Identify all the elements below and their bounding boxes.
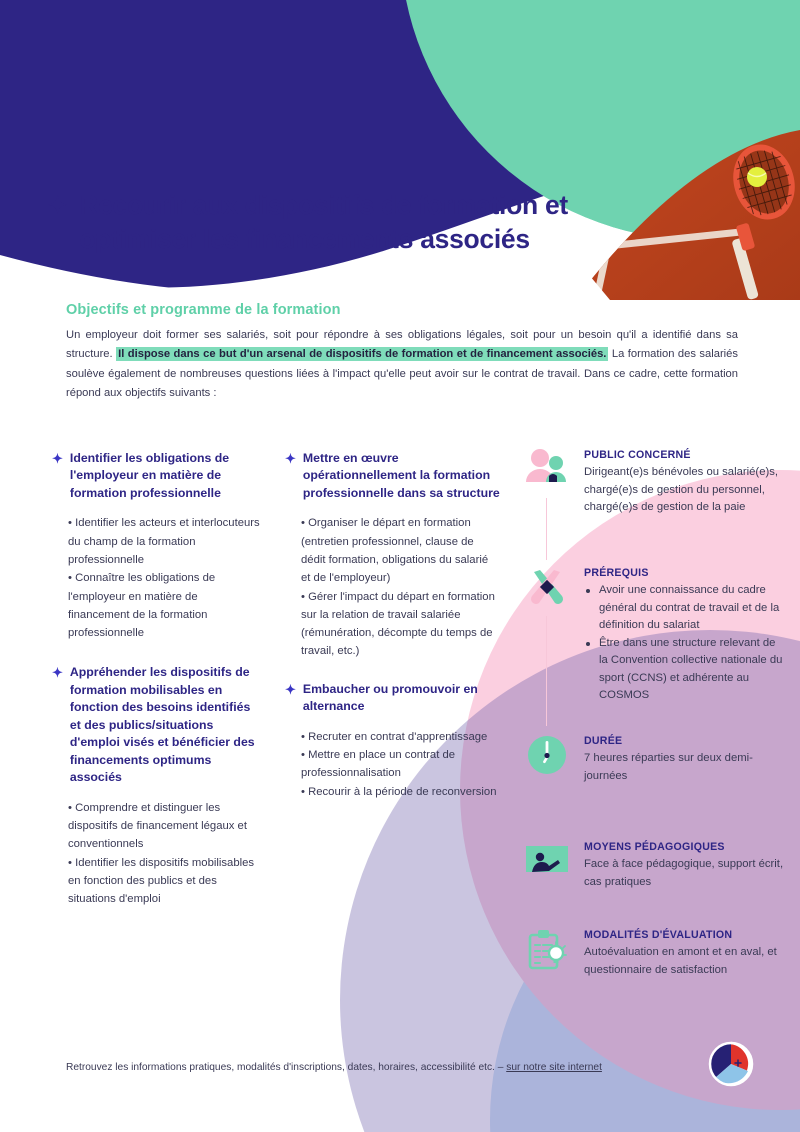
objective-item: • Recruter en contrat d'apprentissage: [301, 730, 488, 743]
objective-item: • Gérer l'impact du départ en formation sur la relation de travail salariée (rémunération, décompte du temps de travail, etc.): [301, 590, 495, 658]
objectives-column-2: [285, 450, 500, 818]
rail-text: 7 heures réparties sur deux demi-journées: [584, 752, 753, 782]
rail-bullet: Être dans une structure relevant de la Convention collective nationale du sport (CCNS) et adhérente au COSMOS: [584, 635, 784, 705]
footer-link[interactable]: sur notre site internet: [506, 1062, 602, 1073]
objective-items: [68, 799, 262, 909]
rail-bullets: [584, 582, 784, 705]
objective-item: • Organiser le départ en formation (entretien professionnel, clause de dédit formation, obligations du salarié et de l'employeur): [301, 517, 489, 585]
rail-title: DURÉE: [584, 735, 623, 747]
objective-item: • Connaître les obligations de l'employeur en matière de financement de la formation professionnelle: [68, 572, 216, 640]
intro-part2: La formation des salariés soulève également de nombreuses questions liées à l'impact qu'elle peut avoir sur le contrat de travail. Dans ce cadre, cette formation répond aux objectifs suivants :: [66, 348, 738, 399]
people-icon: [524, 446, 570, 492]
rail-title: PUBLIC CONCERNÉ: [584, 449, 691, 461]
objective-item: • Identifier les dispositifs mobilisables en fonction des publics et des situations d'emploi: [68, 856, 255, 906]
rail-item-duree: [524, 732, 784, 838]
rail-item-public: [524, 446, 784, 564]
tools-icon: [524, 564, 570, 610]
objective-block: [52, 450, 262, 642]
plus-icon: ✦: [52, 451, 63, 466]
rail-title: MOYENS PÉDAGOGIQUES: [584, 841, 725, 853]
info-rail: [524, 446, 784, 1006]
rail-text: Autoévaluation en amont et en aval, et questionnaire de satisfaction: [584, 946, 777, 976]
objective-item: • Mettre en place un contrat de professionnalisation: [301, 748, 456, 780]
page-title: Recourir aux dispositifs de formation et optimiser les financements associés: [79, 190, 568, 255]
cosmos-ball-logo: [707, 1040, 755, 1088]
plus-icon: ✦: [52, 665, 63, 681]
objective-heading: Mettre en œuvre opérationnellement la formation professionnelle dans sa structure: [302, 451, 500, 500]
objective-block: [52, 664, 262, 908]
rail-item-prerequis: [524, 564, 784, 732]
objectives-column-1: [52, 450, 262, 925]
plus-icon: ✦: [48, 192, 68, 218]
plus-icon: ✦: [285, 451, 296, 466]
objective-block: [285, 450, 500, 661]
objective-item: • Identifier les acteurs et interlocuteurs du champ de la formation professionnelle: [68, 517, 260, 566]
objective-heading: Identifier les obligations de l'employeur en matière de formation professionnelle: [69, 451, 230, 500]
intro-paragraph: [66, 326, 738, 403]
rail-title: PRÉREQUIS: [584, 567, 649, 579]
rail-title: MODALITÉS D'ÉVALUATION: [584, 929, 733, 941]
rail-text: Dirigeant(e)s bénévoles ou salarié(e)s, chargé(e)s de gestion du personnel, chargé(e)s de gestion de la paie: [584, 466, 779, 513]
rail-item-modalites: [524, 926, 784, 1006]
intro-highlight: Il dispose dans ce but d'un arsenal de dispositifs de formation et de financement associés.: [118, 348, 607, 361]
objective-item: • Recourir à la période de reconversion: [301, 785, 497, 798]
objective-items: [301, 514, 500, 660]
objective-item: • Comprendre et distinguer les dispositifs de financement légaux et conventionnels: [68, 801, 247, 851]
rail-text: Face à face pédagogique, support écrit, cas pratiques: [584, 858, 784, 888]
intro-section: [66, 302, 738, 403]
intro-part1: Un employeur doit former ses salariés, soit pour répondre à ses obligations légales, soit pour un besoin qu'il a identifié dans sa structure.: [66, 329, 738, 361]
clock-icon: [524, 732, 570, 778]
rail-item-moyens: [524, 838, 784, 926]
presentation-icon: [524, 838, 570, 884]
rail-connector-line: [546, 616, 547, 726]
objective-heading: Embaucher ou promouvoir en alternance: [302, 681, 478, 714]
objective-items: [68, 514, 262, 642]
rail-bullet: Avoir une connaissance du cadre général du contrat de travail et de la définition du salariat: [584, 582, 784, 635]
page-title-block: [48, 188, 658, 257]
intro-heading: Objectifs et programme de la formation: [66, 302, 341, 318]
objective-items: [301, 728, 500, 801]
footer: [66, 1062, 602, 1073]
objective-block: [285, 681, 500, 801]
footer-text: Retrouvez les informations pratiques, modalités d'inscriptions, dates, horaires, accessibilité etc. –: [66, 1062, 507, 1073]
plus-icon: ✦: [285, 681, 296, 697]
objective-heading: Appréhender les dispositifs de formation mobilisables en fonction des besoins identifiés et des publics/situations d'emploi visés et bénéficier des financements optimums associés: [69, 665, 255, 785]
rail-connector-line: [546, 498, 547, 560]
clipboard-bulb-icon: [524, 926, 570, 972]
